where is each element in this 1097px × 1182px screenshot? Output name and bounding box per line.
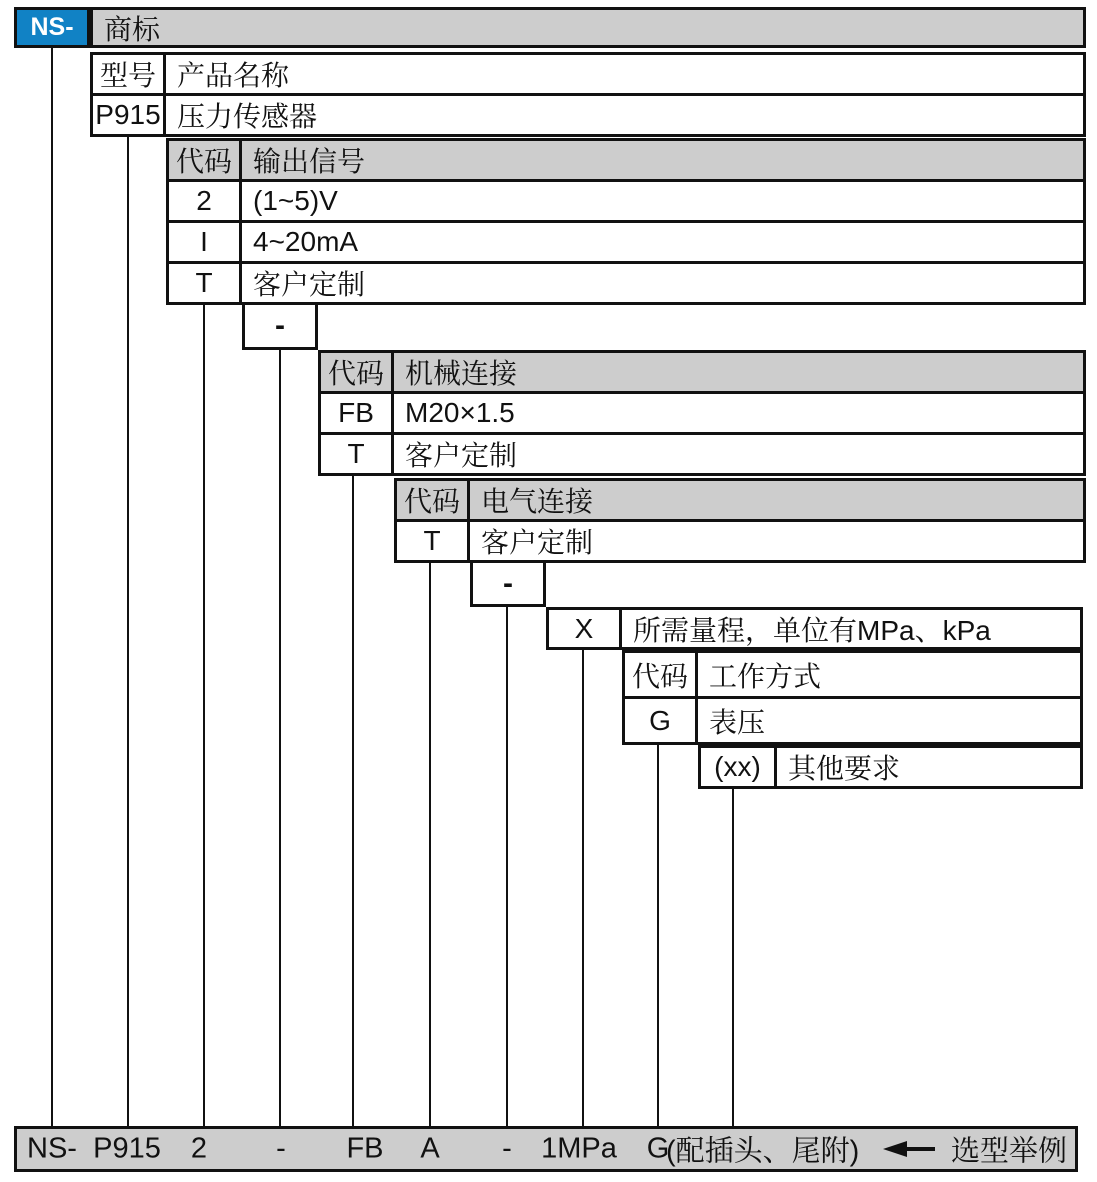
example-token-dash2: -	[502, 1132, 512, 1165]
electrical-code-0: T	[397, 522, 470, 560]
arrow-head	[883, 1141, 907, 1157]
mechanical-header-code: 代码	[321, 353, 394, 391]
connector-line-mode	[657, 745, 659, 1126]
example-token-elec: A	[420, 1132, 440, 1165]
separator-dash-2	[470, 563, 546, 607]
connector-line-dash1	[279, 350, 281, 1126]
electrical-label-0: 客户定制	[481, 527, 594, 558]
working-mode-header	[625, 653, 1080, 696]
prefix-code: NS-	[30, 13, 74, 41]
table-row	[397, 519, 1083, 560]
output-signal-code-2: T	[169, 264, 242, 302]
working-mode-table	[622, 650, 1083, 745]
example-row	[14, 1126, 1078, 1172]
example-token-model: P915	[93, 1132, 161, 1165]
connector-line-output	[203, 305, 205, 1126]
arrow-tail	[907, 1147, 935, 1151]
dash-2-glyph: -	[503, 566, 513, 600]
trademark-label: 商标	[104, 13, 161, 45]
mechanical-code-1: T	[321, 435, 394, 473]
mechanical-header	[321, 353, 1083, 391]
working-mode-label-0: 表压	[709, 706, 766, 738]
range-row	[546, 607, 1083, 650]
prefix-code-box	[14, 7, 90, 48]
example-caption: 选型举例	[951, 1135, 1068, 1168]
example-token-range: 1MPa	[541, 1132, 617, 1165]
example-token-dash1: -	[276, 1132, 286, 1165]
table-row	[169, 261, 1083, 302]
table-row	[321, 432, 1083, 473]
model-name: 压力传感器	[177, 101, 318, 132]
connector-line-dash2	[506, 607, 508, 1126]
output-signal-code-1: I	[169, 223, 242, 261]
model-header-label: 产品名称	[177, 60, 290, 91]
connector-line-other	[732, 789, 734, 1126]
other-requirements-cells	[701, 748, 1080, 786]
electrical-header	[397, 481, 1083, 519]
mechanical-code-0: FB	[321, 394, 394, 432]
working-mode-header-code: 代码	[625, 653, 698, 696]
left-arrow-icon	[883, 1141, 935, 1157]
model-header-row	[93, 55, 1083, 93]
model-header-code: 型号	[93, 55, 166, 93]
working-mode-code-0: G	[625, 699, 698, 742]
connector-line-electrical	[429, 563, 431, 1126]
separator-dash-1	[242, 305, 318, 350]
connector-line-model	[127, 137, 129, 1126]
example-token-mech: FB	[346, 1132, 384, 1165]
electrical-header-label: 电气连接	[481, 486, 594, 517]
model-code: P915	[93, 96, 166, 134]
other-requirements-label: 其他要求	[788, 753, 901, 784]
mechanical-header-label: 机械连接	[405, 358, 518, 389]
electrical-table	[394, 478, 1086, 563]
trademark-bar	[90, 7, 1086, 48]
output-signal-header	[169, 141, 1083, 179]
mechanical-table	[318, 350, 1086, 476]
table-row	[625, 696, 1080, 742]
output-signal-label-2: 客户定制	[253, 269, 366, 300]
example-token-mode: G	[646, 1132, 670, 1165]
connector-line-mechanical	[352, 476, 354, 1126]
mechanical-label-1: 客户定制	[405, 440, 518, 471]
range-code: X	[549, 610, 622, 647]
example-token-prefix: NS-	[27, 1132, 77, 1165]
table-row	[169, 179, 1083, 220]
example-token-other: (配插头、尾附)	[666, 1135, 860, 1168]
model-table	[90, 52, 1086, 137]
output-signal-table	[166, 138, 1086, 305]
connector-line-prefix	[51, 48, 53, 1126]
output-signal-label-0: (1~5)V	[253, 185, 338, 216]
table-row	[321, 391, 1083, 432]
range-label: 所需量程，单位有MPa、kPa	[633, 614, 991, 646]
table-row	[169, 220, 1083, 261]
connector-line-range	[582, 650, 584, 1126]
output-signal-header-code: 代码	[169, 141, 242, 179]
electrical-header-code: 代码	[397, 481, 470, 519]
other-requirements-code: (xx)	[701, 748, 777, 786]
mechanical-label-0: M20×1.5	[405, 397, 515, 428]
dash-1-glyph: -	[275, 309, 285, 342]
example-token-signal: 2	[190, 1132, 208, 1165]
working-mode-header-label: 工作方式	[709, 660, 822, 692]
model-row	[93, 93, 1083, 134]
output-signal-header-label: 输出信号	[253, 146, 366, 177]
output-signal-code-0: 2	[169, 182, 242, 220]
other-requirements-row	[698, 745, 1083, 789]
range-cells	[549, 610, 1080, 647]
output-signal-label-1: 4~20mA	[253, 226, 359, 257]
